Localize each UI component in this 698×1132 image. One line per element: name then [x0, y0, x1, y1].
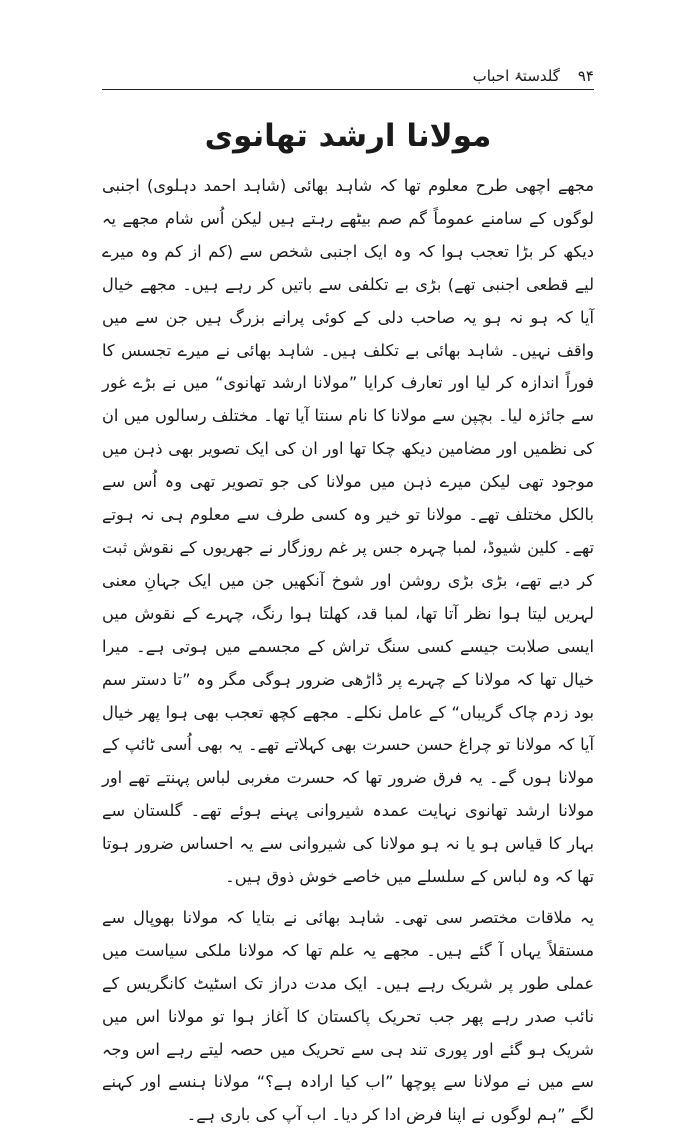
chapter-title: مولانا ارشد تھانوی [204, 118, 492, 154]
body-text [102, 170, 594, 1132]
paragraph: یہ ملاقات مختصر سی تھی۔ شاہد بھائی نے بتایا کہ مولانا بھوپال سے مستقلاً یہاں آ گئے ہیں۔ مجھے یہ علم تھا کہ مولانا ملکی سیاست میں عملی طور پر شریک رہے ہیں۔ ایک مدت دراز تک اسٹیٹ کانگریس کے نائب صدر رہے پھر جب تحریک پاکستان کا آغاز ہوا تو مولانا اس میں شریک ہو گئے اور پوری تند ہی سے تحریک میں حصہ لیتے رہے اس وجہ سے میں نے مولانا سے پوچھا ”اب کیا ارادہ ہے؟“ مولانا ہنسے اور کہنے لگے ”ہم لوگوں نے اپنا فرض ادا کر دیا۔ اب آپ کی باری ہے۔ [102, 907, 594, 1125]
page-number: ۹۴ [577, 67, 594, 85]
running-header [102, 58, 594, 86]
header-rule [102, 89, 594, 90]
paragraph: مجھے اچھی طرح معلوم تھا کہ شاہد بھائی (شاہد احمد دہلوی) اجنبی لوگوں کے سامنے عموماً گم صم بیٹھے رہتے ہیں لیکن اُس شام مجھے یہ دیکھ کر بڑا تعجب ہوا کہ وہ ایک اجنبی شخص سے (کم از کم وہ میرے لیے قطعی اجنبی تھے) بڑی بے تکلفی سے باتیں کر رہے ہیں۔ مجھے خیال آیا کہ ہو نہ ہو یہ صاحب دلی کے کوئی پرانے بزرگ ہیں جن سے میں واقف نہیں۔ شاہد بھائی بے تکلف ہیں۔ شاہد بھائی نے میرے تجسس کا فوراً اندازہ کر لیا اور تعارف کرایا ”مولانا ارشد تھانوی“ میں نے بڑے غور سے جائزہ لیا۔ بچپن سے مولانا کا نام سنتا آیا تھا۔ مختلف رسالوں میں ان کی نظمیں اور مضامین دیکھ چکا تھا اور ان کی ایک تصویر بھی ذہن میں موجود تھی لیکن میرے ذہن میں مولانا کی جو تصویر تھی وہ اُس سے بالکل مختلف تھے۔ مولانا تو خیر وہ کسی طرف سے معلوم ہی نہ ہوتے تھے۔ کلین شیوڈ، لمبا چہرہ جس پر غم روزگار نے جھریوں کے نقوش ثبت کر دیے تھے، بڑی بڑی روشن اور شوخ آنکھیں جن میں ایک جہانِ معنی لہریں لیتا ہوا نظر آتا تھا، لمبا قد، کھلتا ہوا رنگ، چہرے کے نقوش میں ایسی صلابت جیسے کسی سنگ تراش کے مجسمے میں ہوتی ہے۔ میرا خیال تھا کہ مولانا کے چہرے پر ڈاڑھی ضرور ہوگی مگر وہ ”تا دستر سم بود زدم چاک گریباں“ کے عامل نکلے۔ مجھے کچھ تعجب بھی ہوا پھر خیال آیا کہ مولانا تو چراغ حسن حسرت بھی کہلاتے تھے۔ یہ بھی اُسی ٹائپ کے مولانا ہوں گے۔ یہ فرق ضرور تھا کہ حسرت مغربی لباس پہنتے تھے اور مولانا ارشد تھانوی نہایت عمدہ شیروانی پہنے ہوئے تھے۔ گلستان سے بہار کا قیاس ہو یا نہ ہو مولانا کی شیروانی سے یہ احساس ضرور ہوتا تھا کہ وہ لباس کے سلسلے میں خاصے خوش ذوق ہیں۔ [102, 176, 594, 887]
book-title: گلدستۂ احباب [472, 67, 560, 85]
